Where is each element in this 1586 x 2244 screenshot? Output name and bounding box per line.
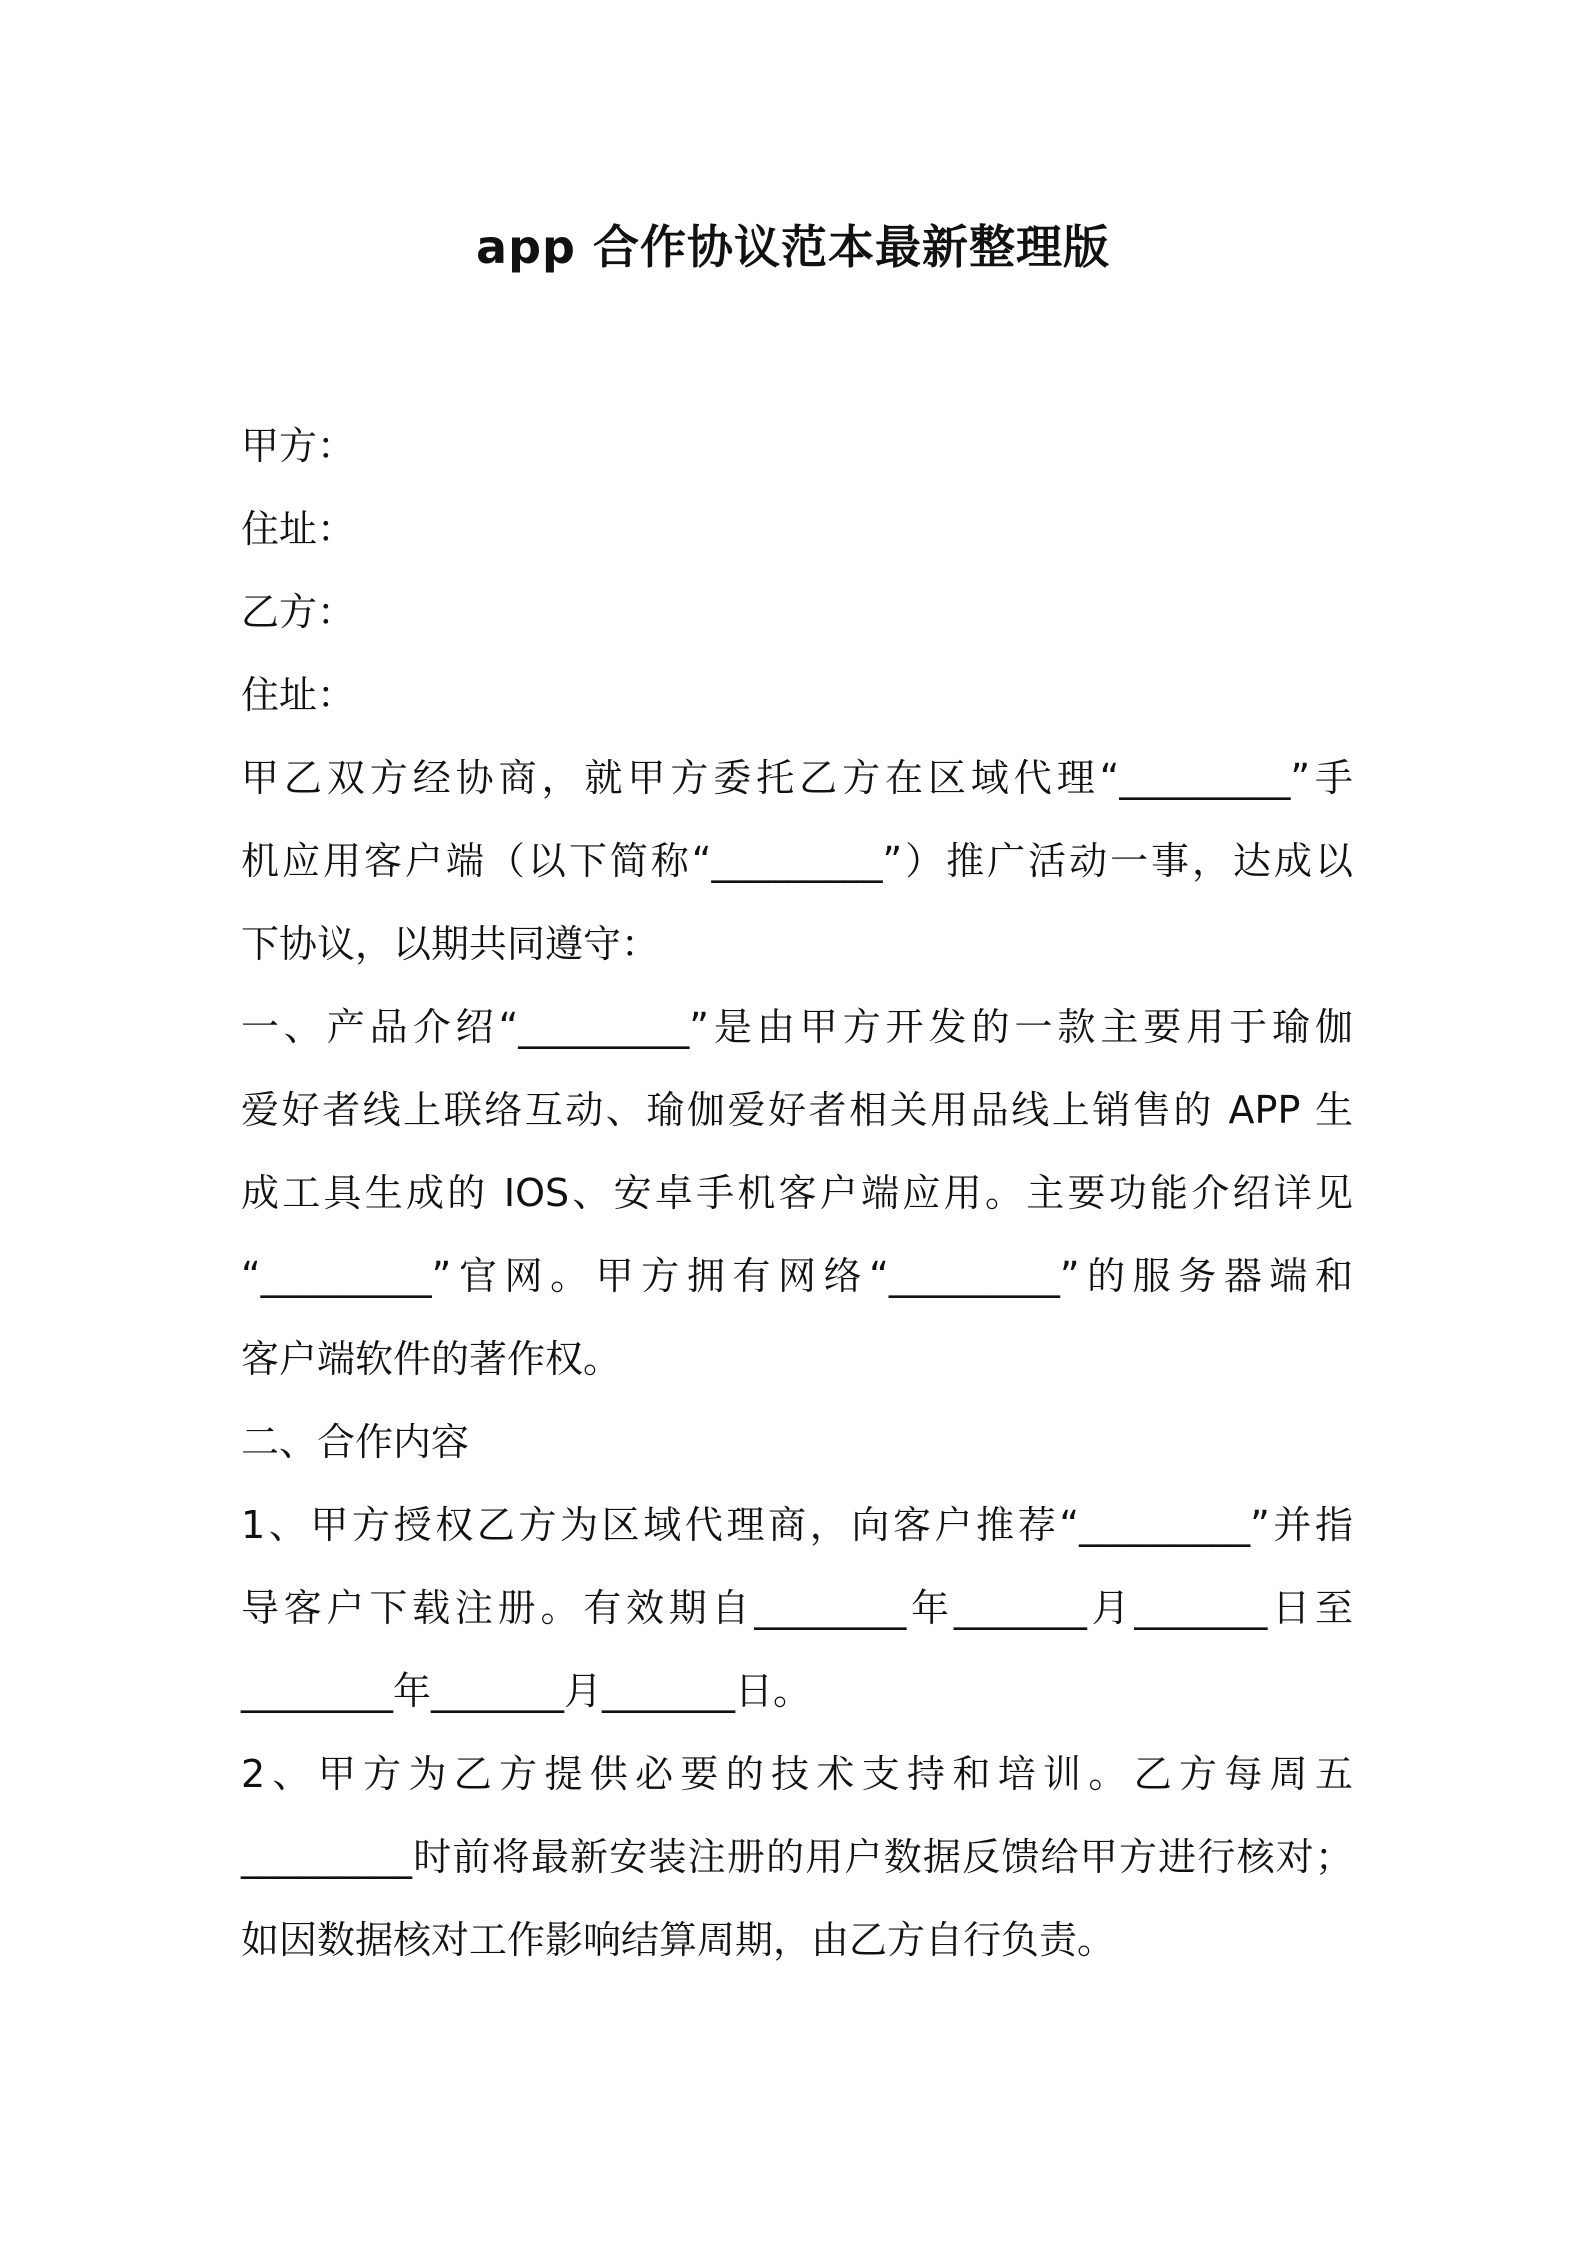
clause-1-line: ________年_______月_______日。 xyxy=(241,1669,812,1713)
clause-2-line: 如因数据核对工作影响结算周期，由乙方自行负责。 xyxy=(241,1918,1116,1962)
document-title: app 合作协议范本最新整理版 xyxy=(476,220,1110,274)
party-b-address-label: 住址： xyxy=(241,673,356,717)
clause-1-line: 1、甲方授权乙方为区域代理商，向客户推荐“_________”并指 xyxy=(241,1503,1353,1547)
section-1-line: “_________”官网。甲方拥有网络“_________”的服务器端和 xyxy=(241,1254,1353,1298)
clause-2-line: 2、甲方为乙方提供必要的技术支持和培训。乙方每周五 xyxy=(241,1752,1353,1796)
clause-1-line: 导客户下载注册。有效期自________年_______月_______日至 xyxy=(241,1586,1353,1630)
clause-2-line: _________时前将最新安装注册的用户数据反馈给甲方进行核对； xyxy=(241,1835,1353,1879)
section-1-line: 客户端软件的著作权。 xyxy=(241,1337,622,1381)
party-a-label: 甲方： xyxy=(241,424,356,468)
section-1-line: 一、产品介绍“_________”是由甲方开发的一款主要用于瑜伽 xyxy=(241,1005,1353,1049)
section-2-heading: 二、合作内容 xyxy=(241,1420,470,1464)
preamble-line: 甲乙双方经协商，就甲方委托乙方在区域代理“_________”手 xyxy=(241,756,1353,800)
party-b-label: 乙方： xyxy=(241,590,356,634)
preamble-line: 机应用客户端（以下简称“_________”）推广活动一事，达成以 xyxy=(241,839,1353,883)
party-a-address-label: 住址： xyxy=(241,507,356,551)
preamble-line: 下协议，以期共同遵守： xyxy=(241,922,660,966)
document-body xyxy=(241,405,1353,1982)
section-1-line: 成工具生成的 IOS、安卓手机客户端应用。主要功能介绍详见 xyxy=(241,1171,1353,1215)
section-1-line: 爱好者线上联络互动、瑜伽爱好者相关用品线上销售的 APP 生 xyxy=(241,1088,1353,1132)
